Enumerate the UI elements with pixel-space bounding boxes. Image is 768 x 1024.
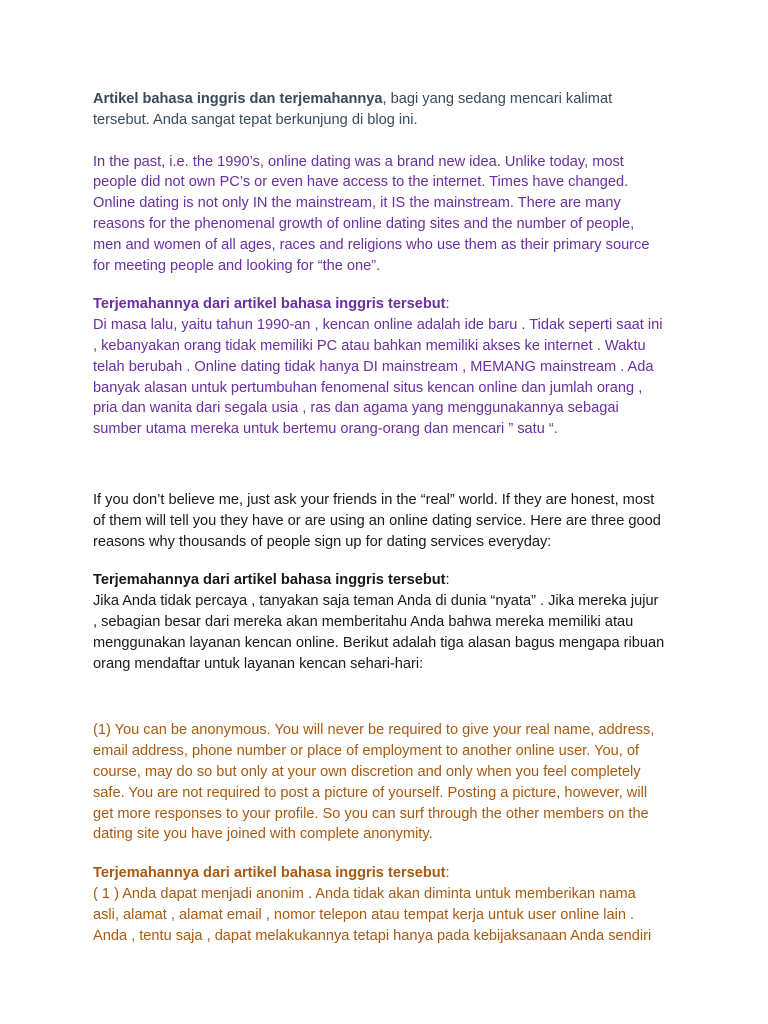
- english-paragraph-2: If you don’t believe me, just ask your friends in the “real” world. If they are honest, most of them will tell you they have or are using an online dating service. Here are three good reasons why thousands of people sign up for dating services everyday:: [93, 491, 661, 550]
- intro-title: Artikel bahasa inggris dan terjemahannya: [93, 91, 383, 107]
- intro-paragraph: [93, 89, 733, 131]
- english-paragraph-3: (1) You can be anonymous. You will never be required to give your real name, address, email address, phone number or place of employment to another online user. You, of course, may do so but only at your own discretion and only when you feel completely safe. You are not required to post a picture of yourself. Posting a picture, however, will get more responses to your profile. So you can surf through the other members on the dating site you have joined with complete anonymity.: [93, 722, 655, 843]
- translation-heading-text-2: Terjemahannya dari artikel bahasa inggris tersebut: [93, 572, 446, 589]
- translation-heading-1: [93, 294, 733, 315]
- translation-paragraph-2: Jika Anda tidak percaya , tanyakan saja teman Anda di dunia “nyata” . Jika mereka jujur , sebagian besar dari mereka akan memberitahu Anda bahwa mereka memiliki atau menggunakan layanan kencan online. Berikut adalah tiga alasan bagus mengapa ribuan orang mendaftar untuk layanan kencan sehari-hari:: [93, 593, 665, 672]
- translation-heading-2: [93, 570, 733, 591]
- section-spacer: [93, 674, 733, 720]
- translation-heading-3: [93, 863, 733, 884]
- document-page: [93, 89, 733, 946]
- translation-heading-text-1: Terjemahannya dari artikel bahasa inggris tersebut: [93, 296, 446, 313]
- translation-heading-text-3: Terjemahannya dari artikel bahasa inggris tersebut: [93, 865, 446, 882]
- translation-paragraph-3: ( 1 ) Anda dapat menjadi anonim . Anda tidak akan diminta untuk memberikan nama asli, alamat , alamat email , nomor telepon atau tempat kerja untuk user online lain . Anda , tentu saja , dapat melakukannya tetapi hanya pada kebijaksanaan Anda sendiri: [93, 885, 652, 944]
- translation-heading-colon-1: :: [445, 296, 450, 313]
- translation-heading-colon-3: :: [445, 865, 450, 882]
- intro-text: , bagi yang sedang mencari kalimat tersebut. Anda sangat tepat berkunjung di blog ini.: [93, 91, 613, 128]
- english-paragraph-1: In the past, i.e. the 1990’s, online dating was a brand new idea. Unlike today, most people did not own PC’s or even have access to the internet. Times have changed. Online dating is not only IN the mainstream, it IS the mainstream. There are many reasons for the phenomenal growth of online dating sites and the number of people, men and women of all ages, races and religions who use them as their primary source for meeting people and looking for “the one”.: [93, 153, 650, 274]
- section-spacer: [93, 440, 733, 490]
- translation-paragraph-1: Di masa lalu, yaitu tahun 1990-an , kencan online adalah ide baru . Tidak seperti saat ini , kebanyakan orang tidak memiliki PC atau bahkan memiliki akses ke internet . Waktu telah berubah . Online dating tidak hanya DI mainstream , MEMANG mainstream . Ada banyak alasan untuk pertumbuhan fenomenal situs kencan online dan jumlah orang , pria dan wanita dari segala usia , ras dan agama yang menggunakannya sebagai sumber utama mereka untuk bertemu orang-orang dan mencari ” satu “.: [93, 317, 663, 438]
- translation-heading-colon-2: :: [445, 572, 450, 589]
